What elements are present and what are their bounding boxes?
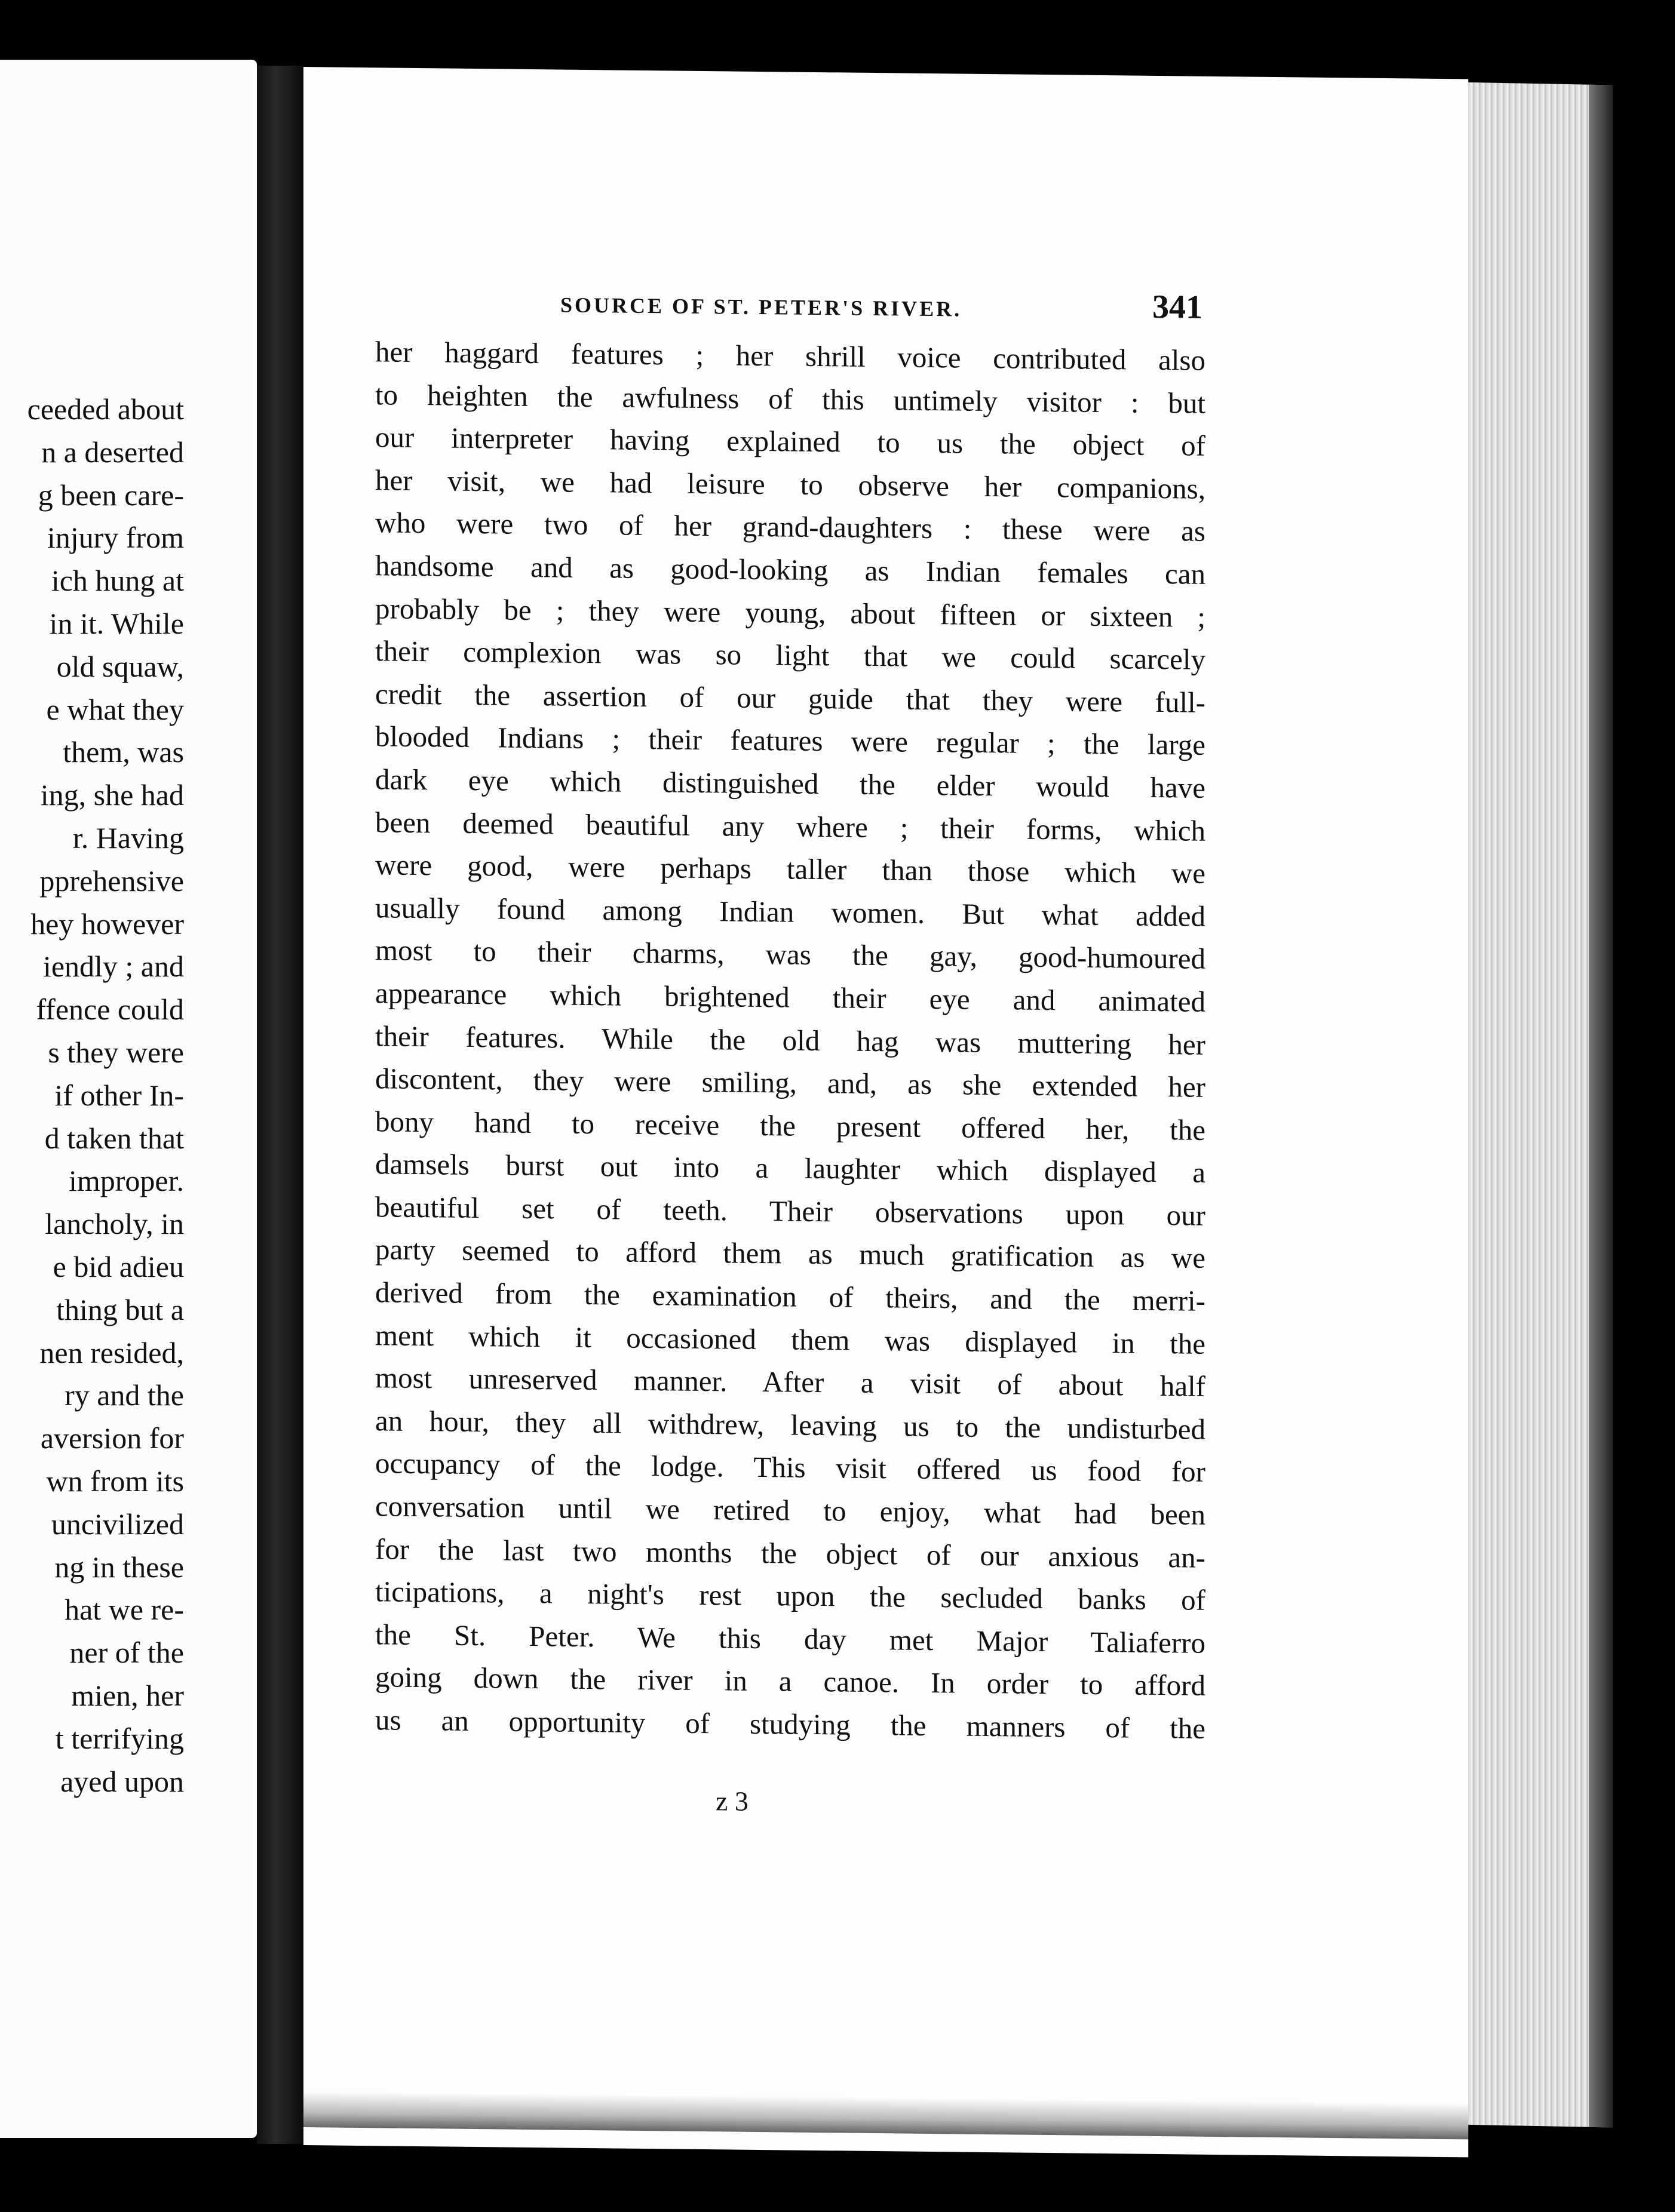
left-page-line: wn from its — [46, 1464, 184, 1498]
right-page — [303, 67, 1468, 2157]
text-line: usually found among Indian women. But what added — [375, 890, 1205, 933]
book-gutter — [257, 66, 305, 2144]
left-page-line: old squaw, — [56, 649, 184, 683]
text-line: most to their charms, was the gay, good-humoured — [375, 933, 1205, 976]
text-line: derived from the examination of theirs, and the merri- — [375, 1276, 1205, 1317]
text-line: credit the assertion of our guide that they were full- — [375, 677, 1205, 719]
text-line: bony hand to receive the present offered her, the — [375, 1104, 1205, 1147]
left-page-line: in it. While — [49, 606, 184, 640]
left-page-line: thing but a — [56, 1292, 184, 1326]
left-page-line: hat we re- — [65, 1593, 184, 1627]
left-page-line: uncivilized — [51, 1507, 184, 1541]
page-header — [303, 288, 1202, 326]
left-page-line: n a deserted — [41, 435, 184, 469]
signature-mark: z 3 — [716, 1786, 748, 1817]
left-page-line: ner of the — [69, 1636, 184, 1670]
left-page-line: ing, she had — [40, 778, 184, 812]
left-page — [0, 60, 257, 2138]
text-line: probably be ; they were young, about fifteen or sixteen ; — [375, 591, 1205, 634]
left-page-line: ceeded about — [27, 392, 184, 426]
left-page-line: ayed upon — [60, 1764, 184, 1798]
text-line: handsome and as good-looking as Indian females can — [375, 549, 1205, 591]
text-line: for the last two months the object of our anxious an- — [375, 1532, 1205, 1574]
text-line: their features. While the old hag was muttering her — [375, 1019, 1205, 1061]
left-page-line: e what they — [46, 692, 184, 726]
text-line: been deemed beautiful any where ; their forms, which — [375, 805, 1205, 847]
text-line: appearance which brightened their eye and animated — [375, 976, 1205, 1018]
running-head: SOURCE OF ST. PETER'S RIVER. — [560, 293, 962, 321]
text-line: ticipations, a night's rest upon the secluded banks of — [375, 1575, 1205, 1617]
left-page-line: s they were — [48, 1035, 184, 1069]
text-line: damsels burst out into a laughter which displayed a — [375, 1147, 1205, 1190]
left-page-line: hey however — [30, 907, 184, 941]
left-page-line: improper. — [68, 1164, 184, 1198]
text-line: were good, were perhaps taller than those which we — [375, 848, 1205, 890]
text-line: who were two of her grand-daughters : these were as — [375, 506, 1205, 548]
text-line: conversation until we retired to enjoy, what had been — [375, 1489, 1205, 1531]
left-page-line: t terrifying — [55, 1721, 184, 1755]
text-line: to heighten the awfulness of this untimely visitor : but — [375, 377, 1205, 420]
left-page-line: ry and the — [65, 1378, 184, 1412]
left-page-line: them, was — [63, 735, 184, 769]
left-page-line: aversion for — [40, 1421, 184, 1455]
page-number: 341 — [1152, 288, 1202, 326]
text-line: ment which it occasioned them was displayed in the — [375, 1318, 1205, 1360]
text-line: the St. Peter. We this day met Major Taliaferro — [375, 1618, 1205, 1660]
left-page-line: g been care- — [38, 478, 184, 512]
left-page-line: mien, her — [71, 1678, 184, 1712]
left-page-line: lancholy, in — [45, 1207, 184, 1241]
left-page-line: r. Having — [72, 821, 184, 855]
left-page-line: ffence could — [36, 993, 184, 1027]
text-line: an hour, they all withdrew, leaving us to the undisturbed — [375, 1404, 1205, 1446]
text-line: occupancy of the lodge. This visit offered us food for — [375, 1446, 1205, 1489]
text-line: dark eye which distinguished the elder would have — [375, 763, 1205, 804]
text-line: their complexion was so light that we could scarcely — [375, 634, 1205, 676]
left-page-text — [0, 388, 184, 1803]
text-line: our interpreter having explained to us the object of — [375, 420, 1205, 463]
body-text — [375, 330, 1205, 1750]
text-line: most unreserved manner. After a visit of about half — [375, 1361, 1205, 1403]
left-page-line: d taken that — [44, 1121, 184, 1155]
text-line: us an opportunity of studying the manners of the — [375, 1703, 1205, 1745]
left-page-line: nen resided, — [39, 1335, 184, 1369]
left-page-line: ng in these — [54, 1550, 184, 1584]
text-line: her visit, we had leisure to observe her companions, — [375, 463, 1205, 505]
text-line: her haggard features ; her shrill voice contributed also — [375, 335, 1205, 377]
text-line: discontent, they were smiling, and, as she extended her — [375, 1062, 1205, 1104]
text-line: going down the river in a canoe. In order to afford — [375, 1660, 1205, 1703]
left-page-line: e bid adieu — [53, 1249, 184, 1283]
text-line: beautiful set of teeth. Their observations upon our — [375, 1190, 1205, 1232]
text-line: party seemed to afford them as much gratification as we — [375, 1233, 1205, 1275]
left-page-line: injury from — [47, 521, 184, 555]
left-page-line: pprehensive — [39, 864, 184, 898]
left-page-line: if other In- — [54, 1078, 184, 1112]
page-edges — [1458, 82, 1613, 2128]
page-bottom-shadow — [303, 2091, 1468, 2139]
left-page-line: ich hung at — [51, 564, 184, 598]
left-page-line: iendly ; and — [42, 950, 184, 984]
text-line: blooded Indians ; their features were regular ; the large — [375, 720, 1205, 762]
